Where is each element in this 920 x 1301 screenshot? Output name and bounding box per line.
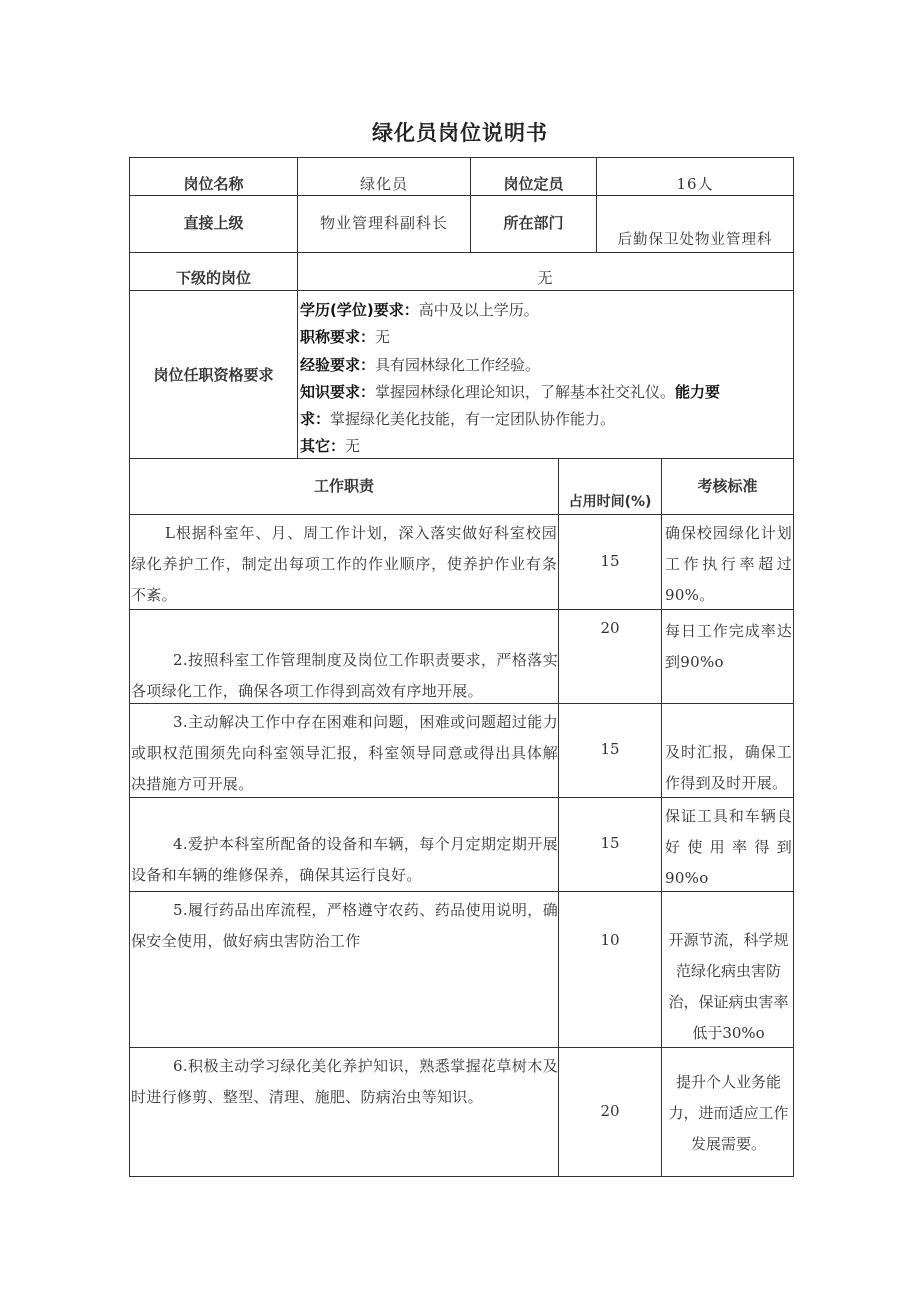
supervisor-value: 物业管理科副科长	[319, 214, 448, 232]
headcount-value: 16人	[676, 175, 714, 193]
ability-requirement	[300, 405, 615, 433]
education-label: 学历(学位)要求：	[300, 301, 419, 319]
ability-value: 掌握绿化美化技能，有一定团队协作能力。	[330, 410, 616, 428]
duty-standard: 及时汇报，确保工作得到及时开展。	[665, 743, 792, 792]
duty-text: L根据科室年、月、周工作计划，深入落实做好科室校园绿化养护工作，制定出每项工作的作业顺序，使养护作业有条不紊。	[131, 524, 557, 604]
knowledge-requirement	[300, 378, 720, 406]
knowledge-value: 掌握园林绿化理论知识，了解基本社交礼仪。	[375, 383, 676, 401]
subordinate-label: 下级的岗位	[175, 269, 251, 287]
duty-standard: 保证工具和车辆良好使用率得到90%o	[665, 807, 792, 887]
experience-value: 具有园林绿化工作经验。	[375, 356, 541, 374]
position-name-label: 岗位名称	[183, 175, 244, 193]
title-label: 职称要求：	[300, 328, 376, 346]
education-requirement	[300, 296, 539, 324]
duty-time: 20	[600, 619, 620, 637]
department-value: 后勤保卫处物业管理科	[617, 232, 773, 248]
ability-label-cont: 求：	[300, 410, 331, 428]
experience-requirement	[300, 351, 540, 379]
experience-label: 经验要求：	[300, 356, 376, 374]
time-header: 占用时间(%)	[568, 494, 652, 510]
other-value: 无	[345, 437, 361, 455]
supervisor-label: 直接上级	[183, 214, 244, 232]
subordinate-value: 无	[537, 269, 554, 287]
title-requirement	[300, 323, 390, 351]
standard-header: 考核标准	[697, 477, 758, 495]
title-value: 无	[375, 328, 391, 346]
duty-time: 15	[600, 740, 620, 758]
duty-header: 工作职责	[313, 477, 374, 495]
knowledge-label: 知识要求：	[300, 383, 376, 401]
duty-text: 3.主动解决工作中存在困难和问题，困难或问题超过能力或职权范围须先向科室领导汇报，科室领导同意或得出具体解决措施方可开展。	[131, 713, 558, 793]
duty-standard: 每日工作完成率达到90%o	[665, 622, 792, 671]
ability-label: 能力要	[675, 383, 721, 401]
duty-standard: 开源节流，科学规范绿化病虫害防治，保证病虫害率低于30%o	[668, 931, 789, 1042]
headcount-label: 岗位定员	[503, 175, 564, 193]
department-label: 所在部门	[503, 214, 564, 232]
other-label: 其它：	[300, 437, 346, 455]
other-requirement	[300, 432, 360, 460]
duty-standard: 提升个人业务能力，进而适应工作发展需要。	[668, 1073, 789, 1153]
duty-time: 20	[600, 1102, 620, 1120]
duty-standard: 确保校园绿化计划工作执行率超过90%。	[665, 524, 792, 604]
duty-text: 4.爱护本科室所配备的设备和车辆，每个月定期定期开展设备和车辆的维修保养，确保其运行良好。	[131, 835, 558, 884]
duty-time: 15	[600, 834, 620, 852]
duty-text: 2.按照科室工作管理制度及岗位工作职责要求，严格落实各项绿化工作，确保各项工作得到高效有序地开展。	[131, 651, 558, 700]
duty-text: 5.履行药品出库流程，严格遵守农药、药品使用说明，确保安全使用，做好病虫害防治工作	[131, 901, 558, 950]
duty-time: 15	[600, 552, 620, 570]
duty-time: 10	[600, 931, 620, 949]
qualification-label: 岗位任职资格要求	[153, 366, 274, 384]
education-value: 高中及以上学历。	[418, 301, 539, 319]
position-name-value: 绿化员	[359, 175, 408, 193]
duty-text: 6.积极主动学习绿化美化养护知识，熟悉掌握花草树木及时进行修剪、整型、清理、施肥、防病治虫等知识。	[131, 1057, 558, 1106]
page-title: 绿化员岗位说明书	[372, 121, 548, 145]
